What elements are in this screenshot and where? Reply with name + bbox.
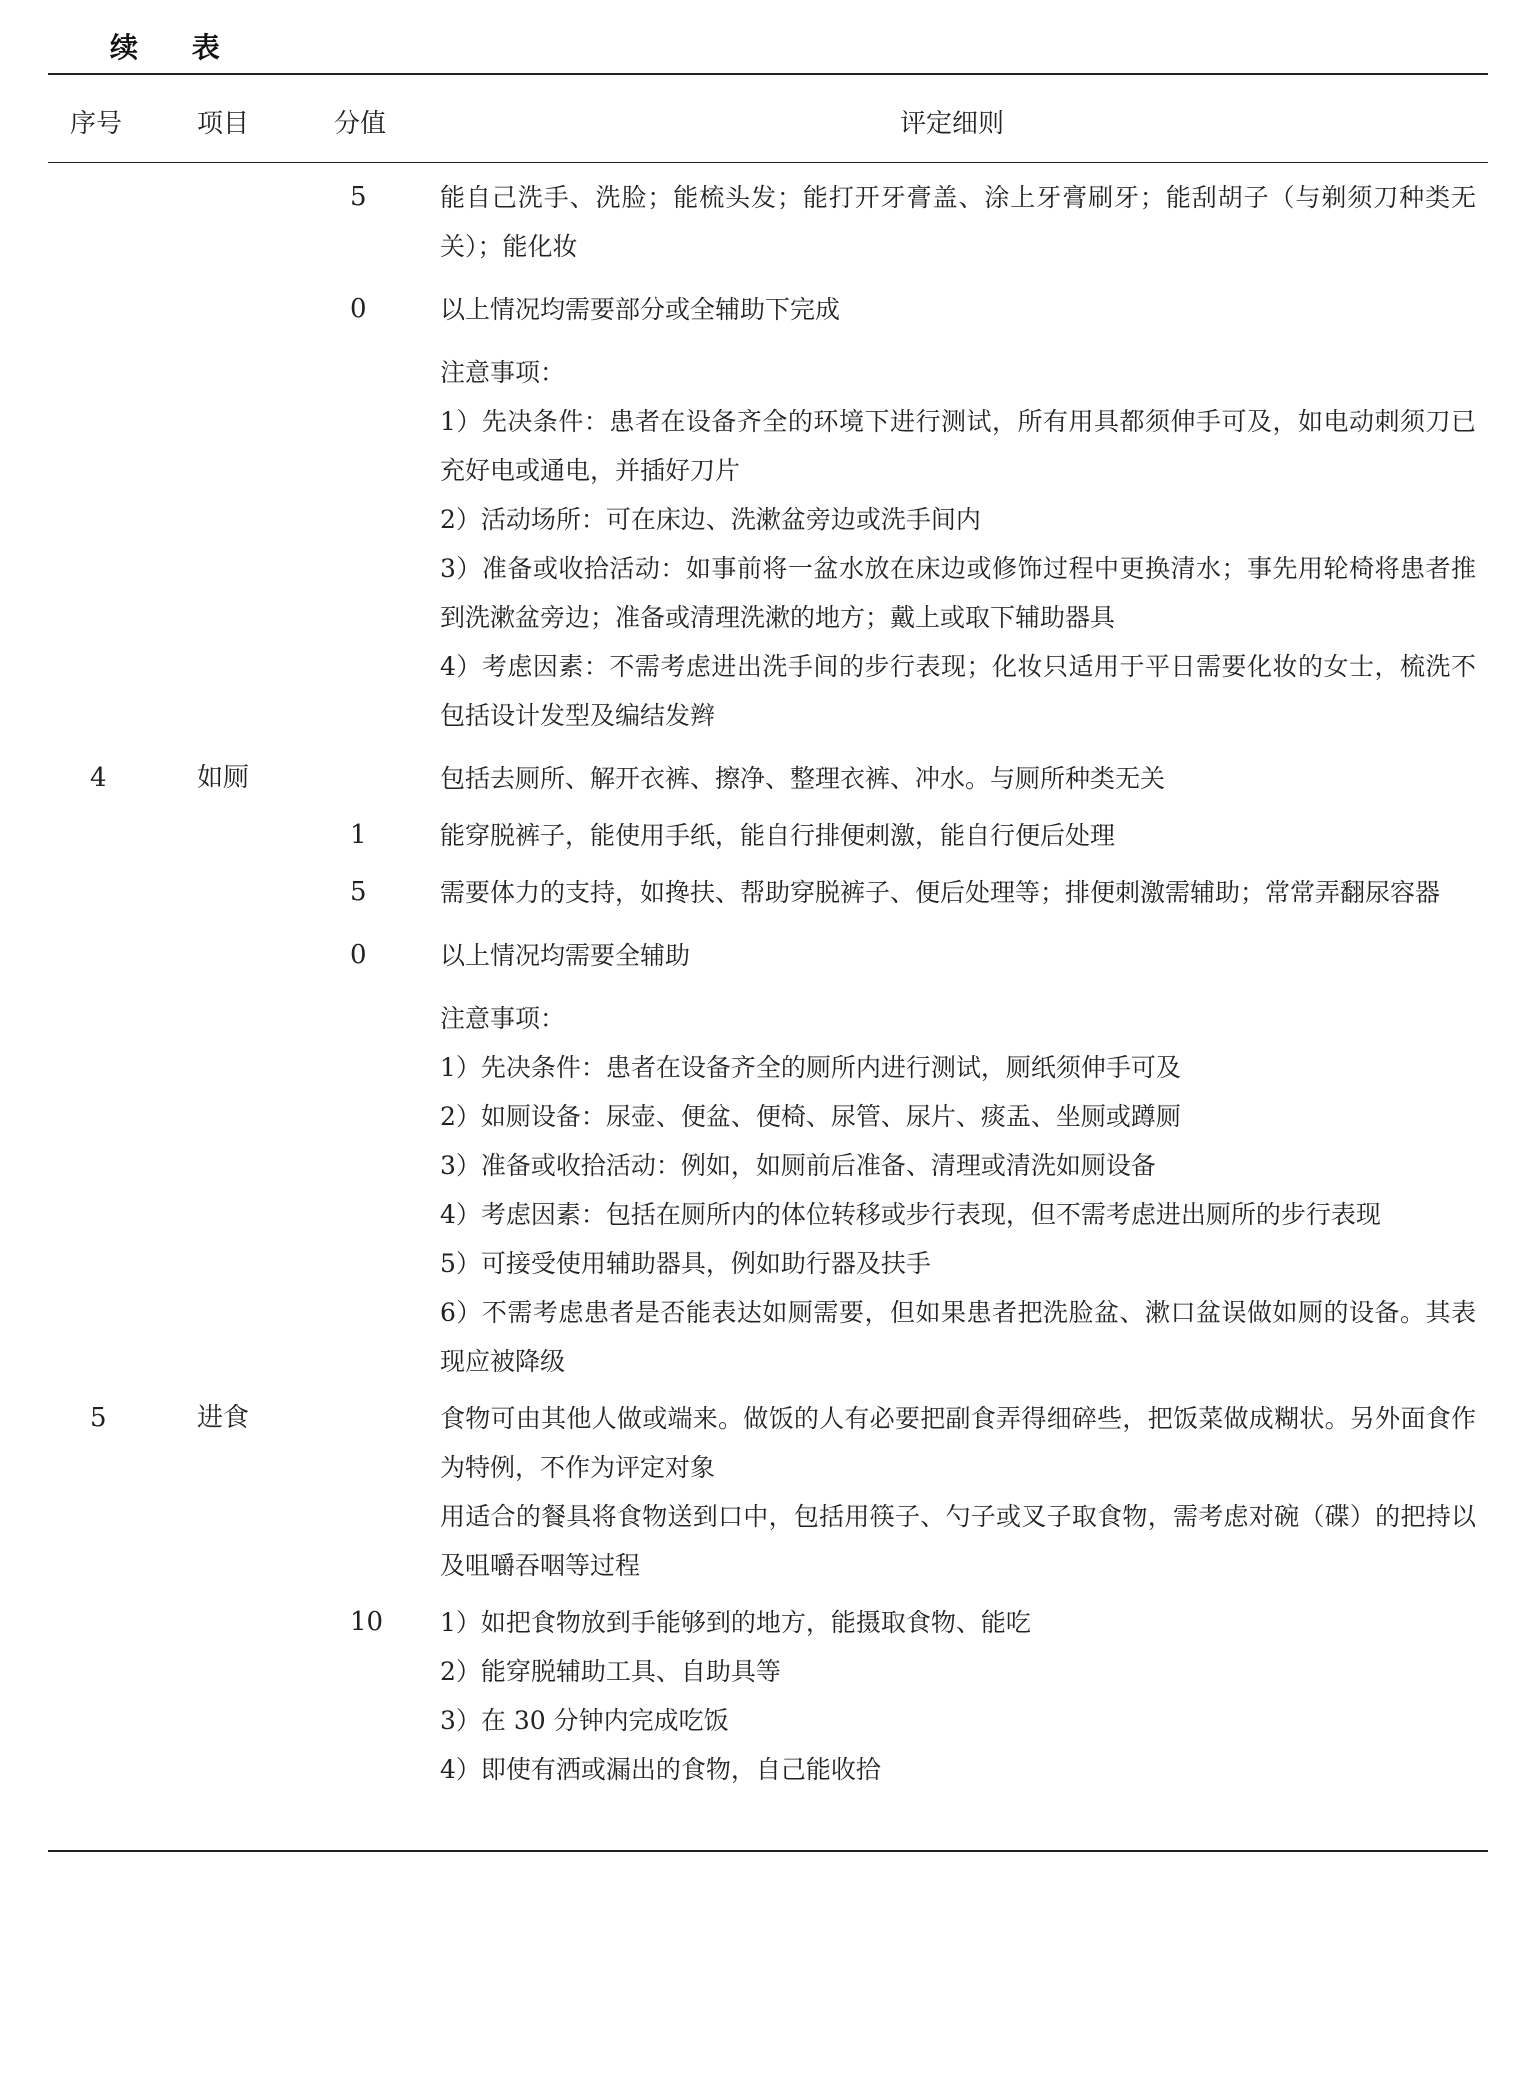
criteria-line: 注意事项： xyxy=(440,358,566,387)
criteria-line: 5）可接受使用辅助器具，例如助行器及扶手 xyxy=(440,1249,931,1278)
continued-table-label: 续 表 xyxy=(110,31,242,64)
criteria-line: 用适合的餐具将食物送到口中，包括用筷子、勺子或叉子取食物，需考虑对碗（碟）的把持以及咀嚼吞咽等过程 xyxy=(440,1502,1476,1580)
table-row xyxy=(0,931,1536,980)
criteria-line: 4）即使有洒或漏出的食物，自己能收拾 xyxy=(440,1755,881,1784)
table-row xyxy=(0,811,1536,860)
table-row xyxy=(0,348,1536,740)
row-criteria xyxy=(440,1598,1476,1794)
criteria-line: 2）活动场所：可在床边、洗漱盆旁边或洗手间内 xyxy=(440,505,981,534)
row-score: 5 xyxy=(350,877,367,907)
row-item: 进食 xyxy=(197,1403,250,1433)
row-criteria xyxy=(440,994,1476,1386)
row-score: 0 xyxy=(350,294,367,324)
row-criteria xyxy=(440,868,1476,917)
criteria-line: 4）考虑因素：包括在厕所内的体位转移或步行表现，但不需考虑进出厕所的步行表现 xyxy=(440,1200,1381,1229)
table-row xyxy=(0,1394,1536,1590)
row-serial-number: 4 xyxy=(90,763,107,793)
criteria-line: 以上情况均需要全辅助 xyxy=(440,941,691,970)
table-body xyxy=(0,163,1536,1794)
criteria-line: 3）准备或收拾活动：如事前将一盆水放在床边或修饰过程中更换清水；事先用轮椅将患者推到洗漱盆旁边；准备或清理洗漱的地方；戴上或取下辅助器具 xyxy=(440,554,1476,632)
table-row xyxy=(0,868,1536,917)
criteria-line: 2）如厕设备：尿壶、便盆、便椅、尿管、尿片、痰盂、坐厕或蹲厕 xyxy=(440,1102,1181,1131)
header-score: 分值 xyxy=(334,109,387,139)
row-serial-number: 5 xyxy=(90,1403,107,1433)
row-criteria xyxy=(440,285,1476,334)
criteria-line: 能自己洗手、洗脸；能梳头发；能打开牙膏盖、涂上牙膏刷牙；能刮胡子（与剃须刀种类无关）；能化妆 xyxy=(440,183,1476,261)
table-bottom-rule xyxy=(48,1850,1488,1852)
criteria-line: 3）在 30 分钟内完成吃饭 xyxy=(440,1706,729,1735)
criteria-line: 食物可由其他人做或端来。做饭的人有必要把副食弄得细碎些，把饭菜做成糊状。另外面食作为特例，不作为评定对象 xyxy=(440,1404,1476,1482)
criteria-line: 1）先决条件：患者在设备齐全的环境下进行测试，所有用具都须伸手可及，如电动刺须刀已充好电或通电，并插好刀片 xyxy=(440,407,1476,485)
table-row xyxy=(0,285,1536,334)
row-criteria xyxy=(440,754,1476,803)
table-top-rule xyxy=(48,73,1488,75)
table-row xyxy=(0,173,1536,271)
criteria-line: 能穿脱裤子，能使用手纸，能自行排便刺激，能自行便后处理 xyxy=(440,821,1116,850)
table-row xyxy=(0,994,1536,1386)
row-score: 0 xyxy=(350,940,367,970)
row-score: 10 xyxy=(350,1607,384,1637)
row-item: 如厕 xyxy=(197,763,250,793)
criteria-line: 4）考虑因素：不需考虑进出洗手间的步行表现；化妆只适用于平日需要化妆的女士，梳洗不包括设计发型及编结发辫 xyxy=(440,652,1476,730)
table-row xyxy=(0,754,1536,803)
criteria-line: 3）准备或收拾活动：例如，如厕前后准备、清理或清洗如厕设备 xyxy=(440,1151,1156,1180)
criteria-line: 注意事项： xyxy=(440,1004,566,1033)
header-assessment-criteria: 评定细则 xyxy=(900,109,1005,139)
criteria-line: 6）不需考虑患者是否能表达如厕需要，但如果患者把洗脸盆、漱口盆误做如厕的设备。其表现应被降级 xyxy=(440,1298,1476,1376)
row-criteria xyxy=(440,811,1476,860)
criteria-line: 1）如把食物放到手能够到的地方，能摄取食物、能吃 xyxy=(440,1608,1031,1637)
header-serial-number: 序号 xyxy=(70,109,123,139)
row-criteria xyxy=(440,931,1476,980)
row-criteria xyxy=(440,173,1476,271)
criteria-line: 以上情况均需要部分或全辅助下完成 xyxy=(440,295,841,324)
row-score: 1 xyxy=(350,820,367,850)
row-criteria xyxy=(440,348,1476,740)
criteria-line: 包括去厕所、解开衣裤、擦净、整理衣裤、冲水。与厕所种类无关 xyxy=(440,764,1166,793)
row-criteria xyxy=(440,1394,1476,1590)
table-row xyxy=(0,1598,1536,1794)
criteria-line: 1）先决条件：患者在设备齐全的厕所内进行测试，厕纸须伸手可及 xyxy=(440,1053,1181,1082)
criteria-line: 2）能穿脱辅助工具、自助具等 xyxy=(440,1657,781,1686)
row-score: 5 xyxy=(350,182,367,212)
criteria-line: 需要体力的支持，如搀扶、帮助穿脱裤子、便后处理等；排便刺激需辅助；常常弄翻尿容器 xyxy=(440,878,1441,907)
header-item: 项目 xyxy=(197,109,250,139)
